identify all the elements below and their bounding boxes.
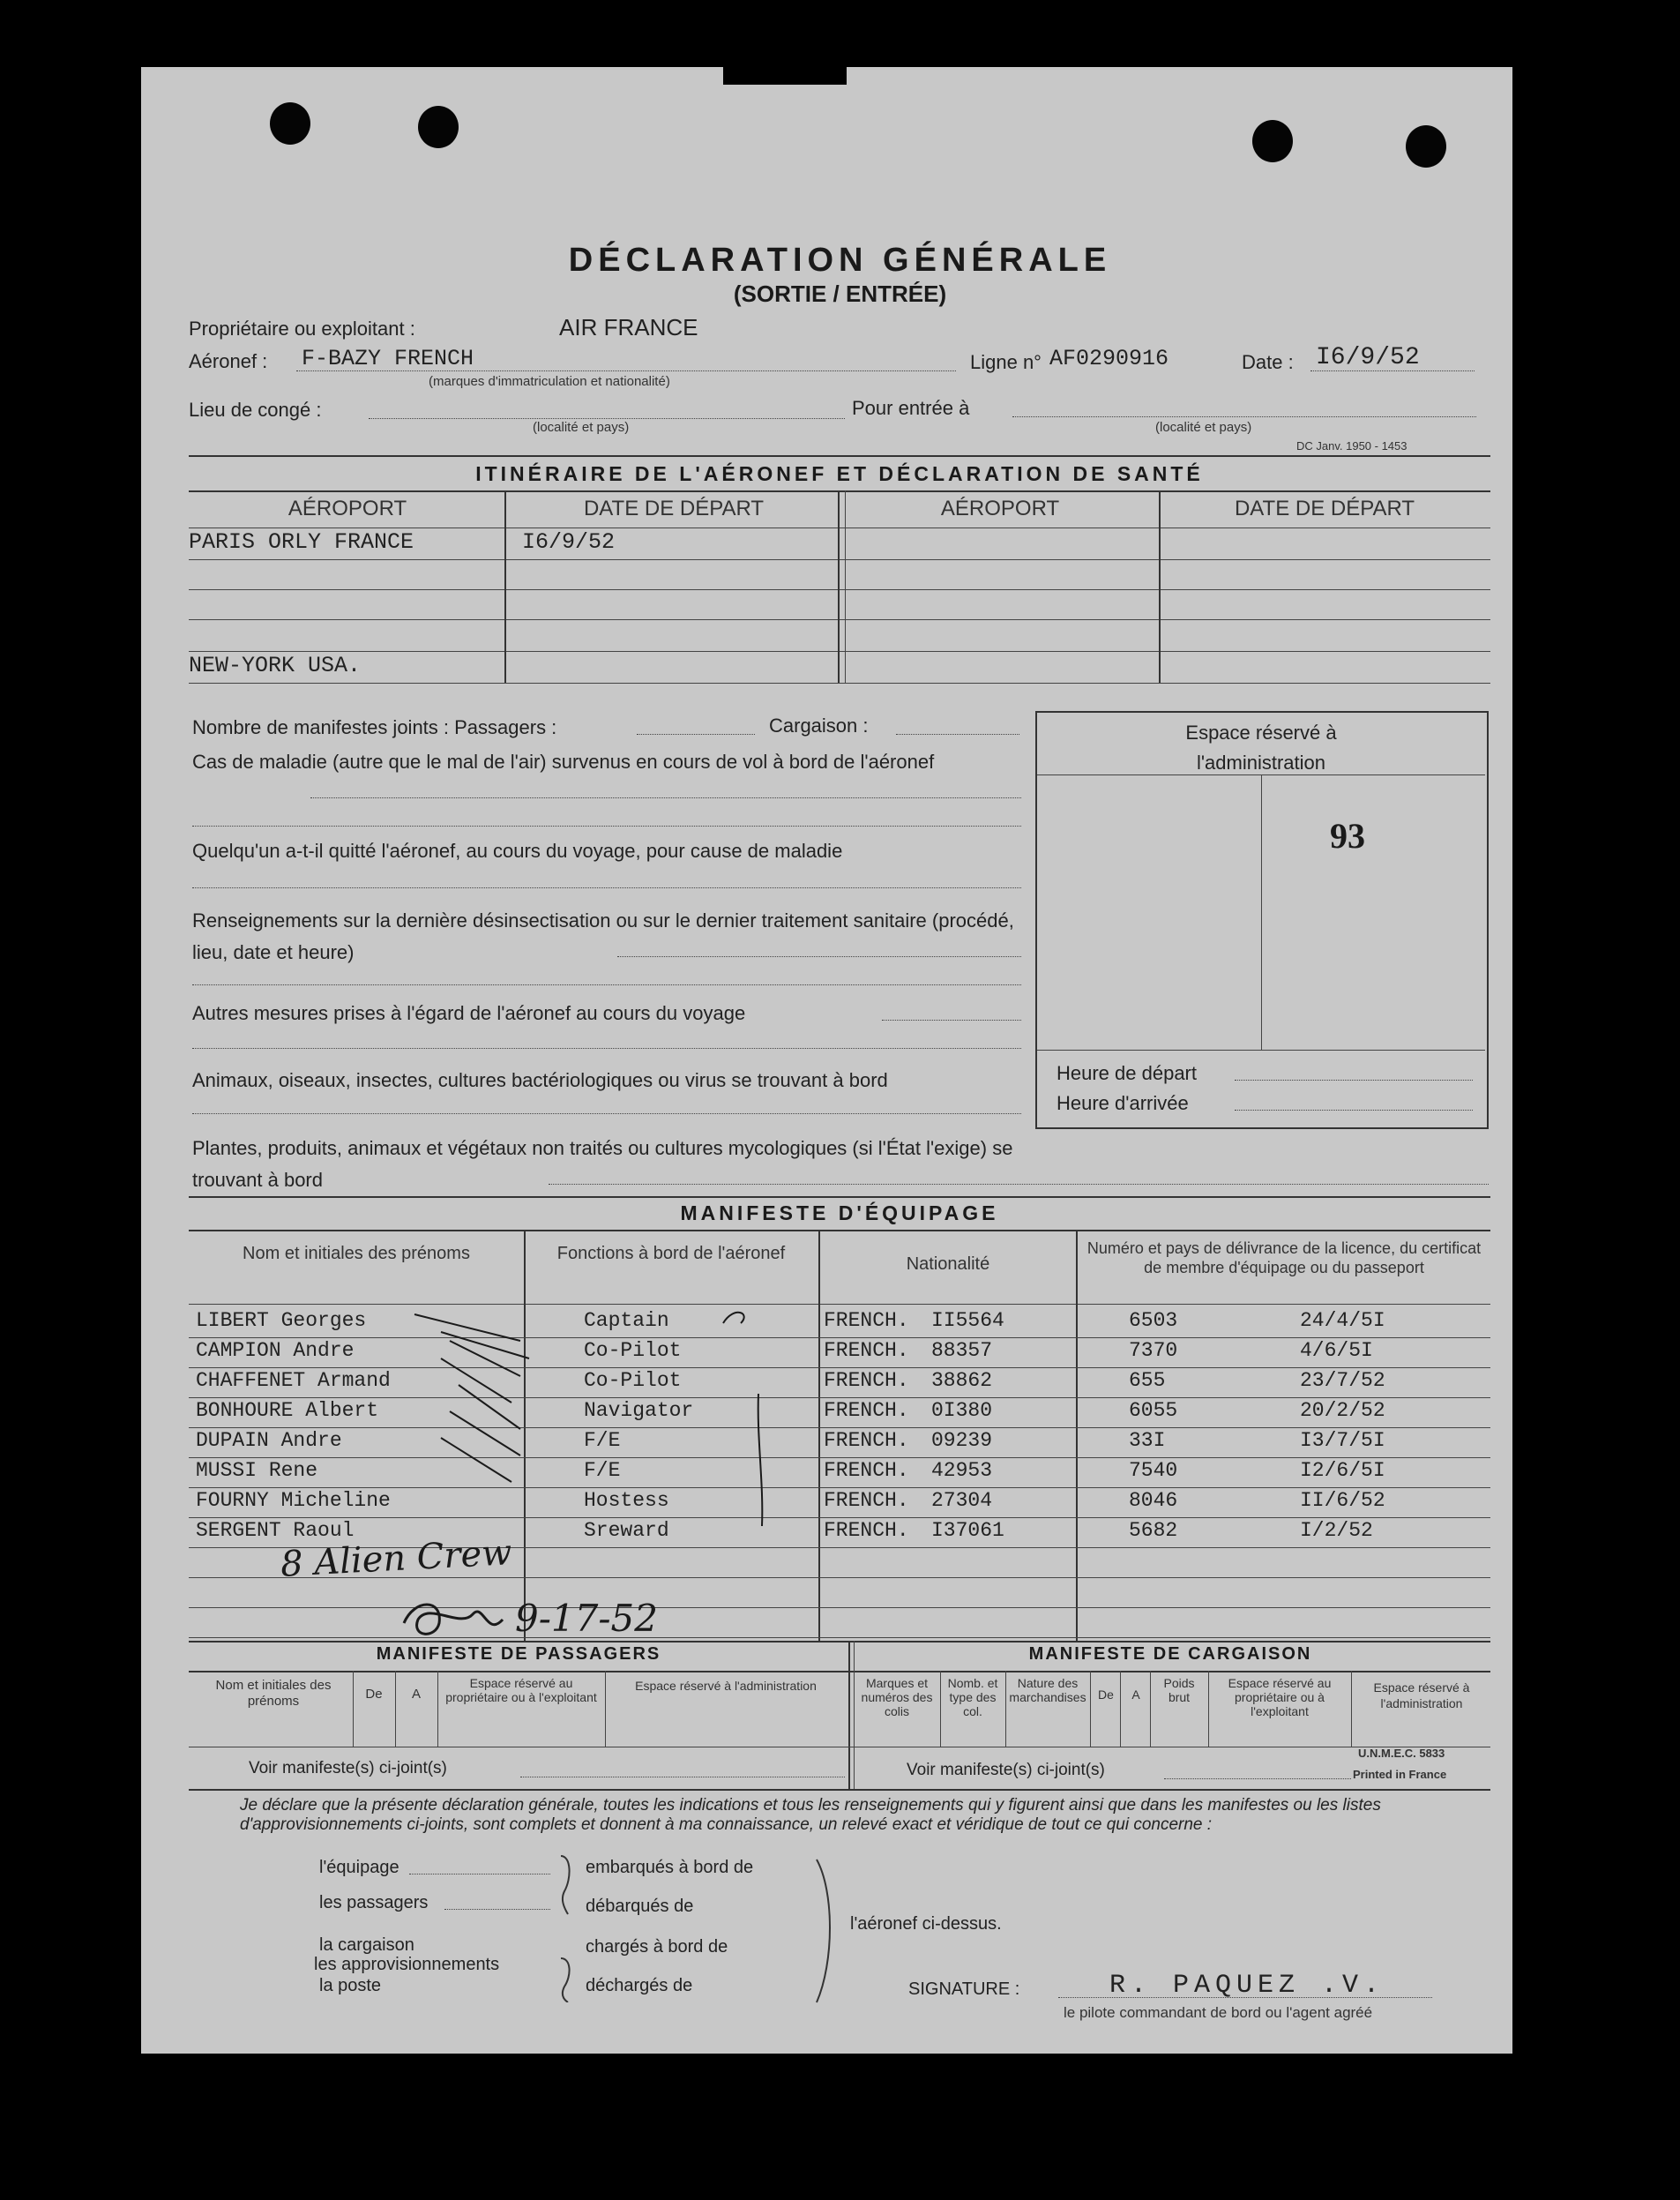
staple-clip: [723, 65, 847, 85]
crew-nationality: FRENCH.: [824, 1339, 909, 1362]
printed-in: Printed in France: [1353, 1768, 1447, 1781]
crew-license-number: 33I: [1129, 1429, 1166, 1452]
crew-nationality: FRENCH.: [824, 1459, 909, 1482]
crew-license-date: 23/7/52: [1300, 1369, 1385, 1392]
crew-row-rule: [189, 1427, 1490, 1428]
aircraft-label: Aéronef :: [189, 350, 268, 372]
crew-function: Hostess: [584, 1489, 669, 1512]
crew-license-date: 4/6/5I: [1300, 1339, 1373, 1362]
cargo-see-manifest: Voir manifeste(s) ci-joint(s): [907, 1761, 1105, 1779]
declaration-text: Je déclare que la présente déclaration générale, toutes les indications et tous les renseignements qui y figurent ainsi que dans les manifestes ou les listes d'approvisionnements ci-joints, sont complets et donnent à ma connaissance, un relevé exact et véridique de tout ce qui concerne :: [240, 1796, 1381, 1834]
declaration-supplies: les approvisionnements: [314, 1955, 500, 1974]
crew-row-rule: [189, 1487, 1490, 1488]
crew-col-name: Nom et initiales des prénoms: [243, 1244, 470, 1263]
crew-nationality: FRENCH.: [824, 1519, 909, 1542]
crew-name: FOURNY Micheline: [196, 1489, 391, 1512]
crew-nationality: FRENCH.: [824, 1309, 909, 1332]
date-value: I6/9/52: [1316, 344, 1420, 371]
disinsection-label: Renseignements sur la dernière désinsectisation ou sur le dernier traitement sanitaire (procédé, lieu, date et heure): [192, 909, 1014, 963]
crew-license-date: II/6/52: [1300, 1489, 1385, 1512]
departure-caption: (localité et pays): [533, 420, 630, 435]
passengers-col-owner: Espace réservé au propriétaire ou à l'exploitant: [445, 1676, 597, 1704]
cargo-heading: MANIFESTE DE CARGAISON: [1028, 1644, 1312, 1664]
crew-passport-number: 38862: [931, 1369, 993, 1392]
passengers-col-from: De: [365, 1687, 383, 1702]
other-measures-label: Autres mesures prises à l'égard de l'aéronef au cours du voyage: [192, 1002, 746, 1024]
declaration-unloaded: déchargés de: [586, 1976, 693, 1995]
crew-row-rule: [189, 1637, 1490, 1638]
crew-name: BONHOURE Albert: [196, 1399, 379, 1422]
arrival-time-label: Heure d'arrivée: [1057, 1092, 1189, 1114]
crew-license-number: 6503: [1129, 1309, 1178, 1332]
itinerary-date-1: I6/9/52: [522, 529, 616, 555]
col-departure-date-2: DATE DE DÉPART: [1234, 497, 1415, 520]
crew-function: F/E: [584, 1429, 621, 1452]
itinerary-heading: ITINÉRAIRE DE L'AÉRONEF ET DÉCLARATION DE SANTÉ: [475, 462, 1204, 485]
crew-name: LIBERT Georges: [196, 1309, 367, 1332]
departure-place-label: Lieu de congé :: [189, 399, 322, 421]
crew-col-license: Numéro et pays de délivrance de la licence, du certificat de membre d'équipage ou du passeport: [1086, 1239, 1482, 1276]
cargo-col-nature: Nature des marchandises: [1009, 1676, 1086, 1704]
cargo-col-number: Nomb. et type des col.: [947, 1676, 998, 1718]
passengers-col-admin: Espace réservé à l'administration: [635, 1679, 817, 1693]
crew-license-number: 8046: [1129, 1489, 1178, 1512]
printer-reference: U.N.M.E.C. 5833: [1358, 1747, 1445, 1760]
line-label: Ligne n°: [970, 351, 1042, 373]
declaration-cargo: la cargaison: [319, 1935, 414, 1955]
declaration-aircraft-above: l'aéronef ci-dessus.: [850, 1914, 1002, 1934]
declaration-disembarked: débarqués de: [586, 1897, 694, 1916]
admin-box-number: 93: [1330, 816, 1365, 856]
crew-row-rule: [189, 1367, 1490, 1368]
crew-name: DUPAIN Andre: [196, 1429, 342, 1452]
crew-passport-number: 09239: [931, 1429, 993, 1452]
punch-hole-right-1: [1252, 120, 1293, 162]
signature-value: R. PAQUEZ .V.: [1109, 1971, 1385, 2001]
crew-function: Co-Pilot: [584, 1339, 682, 1362]
crew-passport-number: I37061: [931, 1519, 1004, 1542]
manifests-label: Nombre de manifestes joints : Passagers :: [192, 716, 557, 738]
crew-license-number: 7370: [1129, 1339, 1178, 1362]
passengers-col-name: Nom et initiales des prénoms: [215, 1678, 332, 1709]
crew-col-nationality: Nationalité: [906, 1254, 990, 1274]
handwritten-crew-count: 8 Alien Crew: [279, 1532, 513, 1585]
crew-function: F/E: [584, 1459, 621, 1482]
crew-function: Sreward: [584, 1519, 669, 1542]
form-title: DÉCLARATION GÉNÉRALE: [568, 242, 1112, 279]
crew-license-date: I2/6/5I: [1300, 1459, 1385, 1482]
crew-name: SERGENT Raoul: [196, 1519, 355, 1542]
itinerary-airport-last: NEW-YORK USA.: [189, 653, 362, 678]
departure-time-label: Heure de départ: [1057, 1062, 1197, 1084]
cargo-col-admin: Espace réservé à l'administration: [1373, 1680, 1470, 1710]
crew-heading: MANIFESTE D'ÉQUIPAGE: [680, 1201, 999, 1224]
itinerary-airport-1: PARIS ORLY FRANCE: [189, 529, 414, 555]
crew-passport-number: 42953: [931, 1459, 993, 1482]
crew-row-rule: [189, 1607, 1490, 1608]
form-reference: DC Janv. 1950 - 1453: [1296, 439, 1407, 453]
declaration-crew: l'équipage: [319, 1858, 399, 1877]
plants-label: Plantes, produits, animaux et végétaux non traités ou cultures mycologiques (si l'État l'exige) se trouvant à bord: [192, 1137, 1013, 1191]
passengers-see-manifest: Voir manifeste(s) ci-joint(s): [249, 1759, 447, 1777]
brace-left: [556, 1852, 582, 2002]
aircraft-value: F-BAZY FRENCH: [302, 346, 474, 371]
admin-box-title: Espace réservé à l'administration: [1185, 722, 1337, 774]
crew-passport-number: 27304: [931, 1489, 993, 1512]
brace-right: [810, 1856, 845, 2006]
crew-license-date: I3/7/5I: [1300, 1429, 1385, 1452]
crew-passport-number: 88357: [931, 1339, 993, 1362]
crew-nationality: FRENCH.: [824, 1429, 909, 1452]
crew-function: Captain: [584, 1309, 669, 1332]
line-value: AF0290916: [1049, 346, 1169, 371]
crew-row-rule: [189, 1517, 1490, 1518]
passengers-heading: MANIFESTE DE PASSAGERS: [376, 1644, 661, 1664]
punch-hole-left-1: [270, 102, 310, 145]
crew-function: Co-Pilot: [584, 1369, 682, 1392]
crew-function: Navigator: [584, 1399, 694, 1422]
crew-license-date: 20/2/52: [1300, 1399, 1385, 1422]
handwritten-check-marks: [388, 1306, 811, 1553]
cargo-count-label: Cargaison :: [769, 715, 869, 737]
crew-row-rule: [189, 1457, 1490, 1458]
owner-label: Propriétaire ou exploitant :: [189, 318, 415, 340]
cargo-col-weight: Poids brut: [1163, 1676, 1195, 1704]
punch-hole-left-2: [418, 106, 459, 148]
form-subtitle: (SORTIE / ENTRÉE): [733, 281, 947, 307]
sickness-label: Cas de maladie (autre que le mal de l'air) survenus en cours de vol à bord de l'aéronef: [192, 751, 935, 773]
aircraft-caption: (marques d'immatriculation et nationalité): [429, 374, 670, 389]
passengers-col-to: A: [411, 1687, 421, 1702]
punch-hole-right-2: [1406, 125, 1446, 168]
crew-license-date: I/2/52: [1300, 1519, 1373, 1542]
declaration-passengers: les passagers: [319, 1893, 429, 1912]
cargo-col-to: A: [1131, 1687, 1140, 1702]
cargo-col-marks: Marques et numéros des colis: [861, 1676, 933, 1718]
crew-license-number: 7540: [1129, 1459, 1178, 1482]
left-sick-label: Quelqu'un a-t-il quitté l'aéronef, au cours du voyage, pour cause de maladie: [192, 840, 843, 862]
signature-caption: le pilote commandant de bord ou l'agent agréé: [1064, 2004, 1373, 2021]
crew-passport-number: 0I380: [931, 1399, 993, 1422]
crew-row-rule: [189, 1397, 1490, 1398]
crew-license-number: 655: [1129, 1369, 1166, 1392]
crew-license-number: 5682: [1129, 1519, 1178, 1542]
signature-label: SIGNATURE :: [908, 1979, 1020, 1999]
handwritten-initials-mark: [399, 1593, 513, 1646]
crew-passport-number: II5564: [931, 1309, 1004, 1332]
entry-label: Pour entrée à: [852, 397, 970, 419]
crew-name: CHAFFENET Armand: [196, 1369, 391, 1392]
declaration-loaded: chargés à bord de: [586, 1937, 728, 1957]
entry-caption: (localité et pays): [1155, 420, 1252, 435]
crew-license-date: 24/4/5I: [1300, 1309, 1385, 1332]
date-label: Date :: [1242, 351, 1294, 373]
crew-nationality: FRENCH.: [824, 1399, 909, 1422]
col-airport: AÉROPORT: [287, 497, 407, 520]
crew-nationality: FRENCH.: [824, 1489, 909, 1512]
crew-license-number: 6055: [1129, 1399, 1178, 1422]
col-airport-2: AÉROPORT: [940, 497, 1060, 520]
declaration-embarked: embarqués à bord de: [586, 1858, 754, 1877]
crew-name: CAMPION Andre: [196, 1339, 355, 1362]
handwritten-date: 9-17-52: [515, 1597, 658, 1640]
crew-nationality: FRENCH.: [824, 1369, 909, 1392]
cargo-col-owner: Espace réservé au propriétaire ou à l'exploitant: [1228, 1676, 1332, 1718]
crew-col-function: Fonctions à bord de l'aéronef: [556, 1244, 786, 1263]
crew-row-rule: [189, 1337, 1490, 1338]
cargo-col-from: De: [1098, 1687, 1114, 1702]
crew-name: MUSSI Rene: [196, 1459, 318, 1482]
col-departure-date: DATE DE DÉPART: [583, 497, 765, 520]
animals-label: Animaux, oiseaux, insectes, cultures bactériologiques ou virus se trouvant à bord: [192, 1069, 888, 1091]
declaration-mail: la poste: [319, 1976, 382, 1995]
owner-value: AIR FRANCE: [559, 314, 698, 340]
